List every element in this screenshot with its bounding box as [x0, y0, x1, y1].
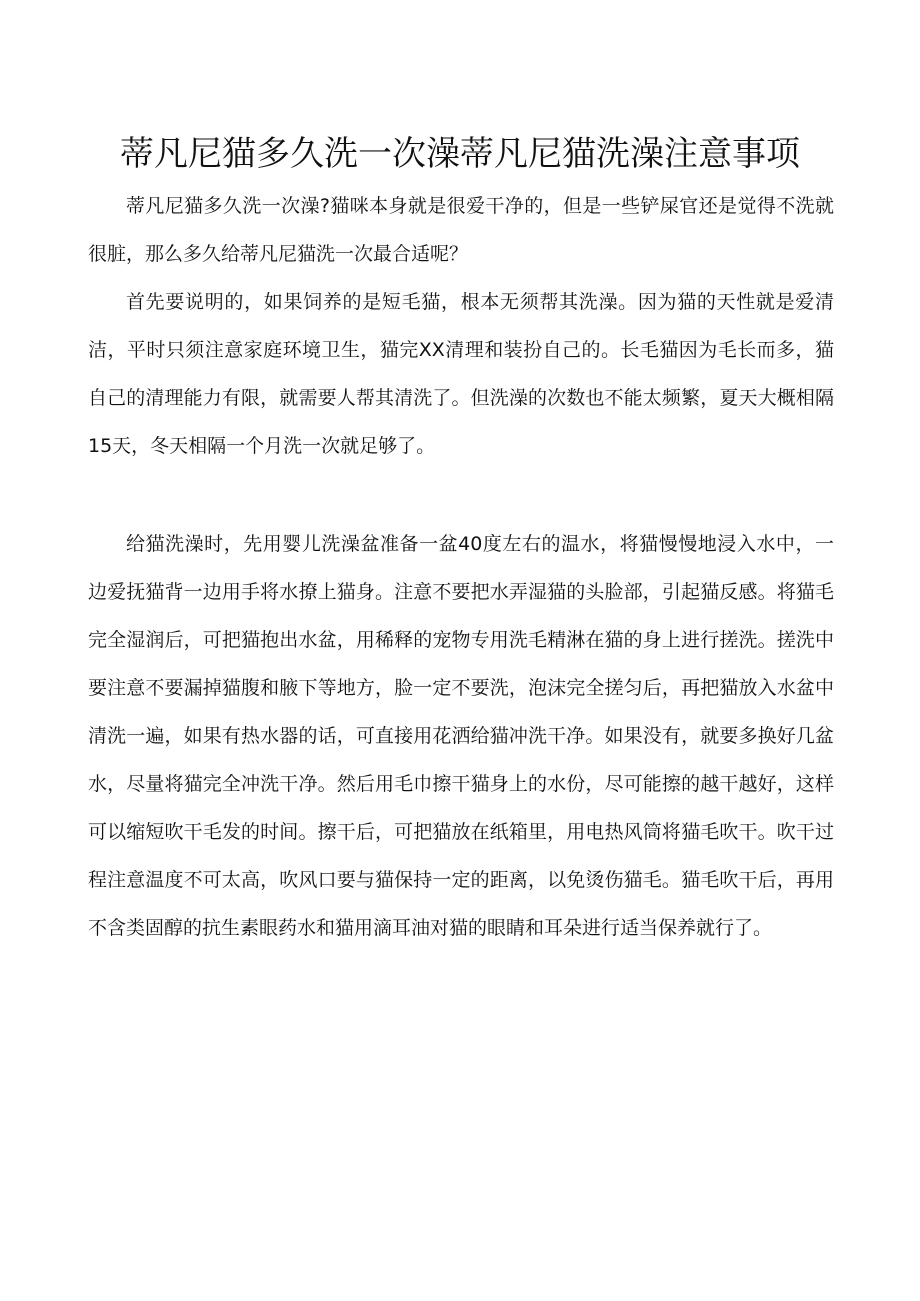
document-title: 蒂凡尼猫多久洗一次澡蒂凡尼猫洗澡注意事项 [120, 134, 800, 174]
paragraph-intro: 蒂凡尼猫多久洗一次澡?猫咪本身就是很爱干净的，但是一些铲屎官还是觉得不洗就很脏，那么多久给蒂凡尼猫洗一次最合适呢？ [88, 195, 834, 265]
paragraph-bathing-steps: 给猫洗澡时，先用婴儿洗澡盆准备一盆40度左右的温水，将猫慢慢地浸入水中，一边爱抚猫背一边用手将水撩上猫身。注意不要把水弄湿猫的头脸部，引起猫反感。将猫毛完全湿润后，可把猫抱出水盆，用稀释的宠物专用洗毛精淋在猫的身上进行搓洗。搓洗中要注意不要漏掉猫腹和腋下等地方，脸一定不要洗，泡沫完全搓匀后，再把猫放入水盆中清洗一遍，如果有热水器的话，可直接用花洒给猫冲洗干净。如果没有，就要多换好几盆水，尽量将猫完全冲洗干净。然后用毛巾擦干猫身上的水份，尽可能擦的越干越好，这样可以缩短吹干毛发的时间。擦干后，可把猫放在纸箱里，用电热风筒将猫毛吹干。吹干过程注意温度不可太高，吹风口要与猫保持一定的距离，以免烫伤猫毛。猫毛吹干后，再用不含类固醇的抗生素眼药水和猫用滴耳油对猫的眼睛和耳朵进行适当保养就行了。 [88, 533, 834, 939]
paragraph-frequency: 首先要说明的，如果饲养的是短毛猫，根本无须帮其洗澡。因为猫的天性就是爱清洁，平时只须注意家庭环境卫生，猫完XX清理和装扮自己的。长毛猫因为毛长而多，猫自己的清理能力有限，就需要人帮其清洗了。但洗澡的次数也不能太频繁，夏天大概相隔15天，冬天相隔一个月洗一次就足够了。 [88, 291, 834, 457]
